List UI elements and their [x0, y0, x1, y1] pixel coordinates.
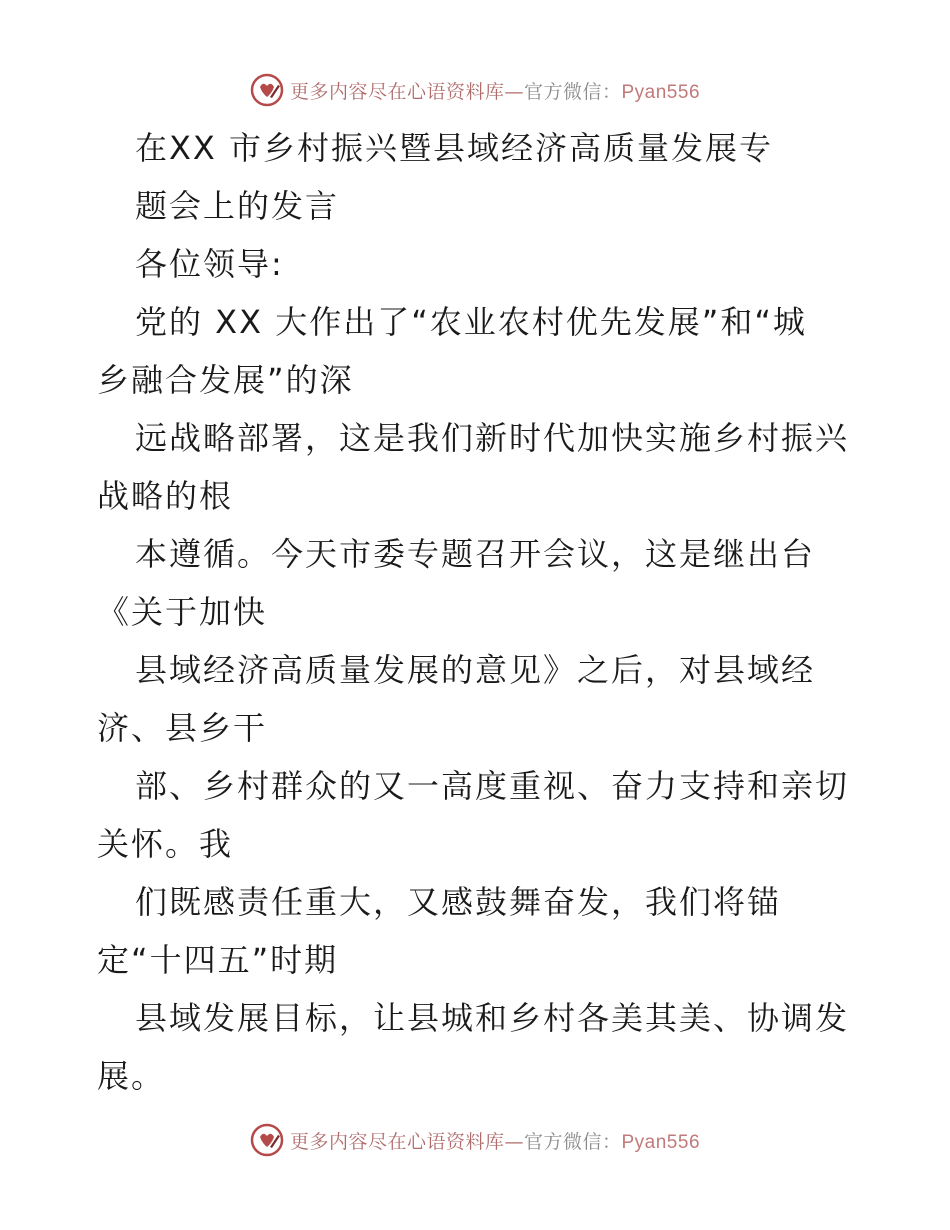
body-line: 远战略部署，这是我们新时代加快实施乡村振兴 [135, 419, 850, 457]
body-line: 部、乡村群众的又一高度重视、奋力支持和亲切 [135, 767, 850, 805]
body-line: 乡融合发展”的深 [97, 361, 354, 399]
footer-watermark [0, 1120, 950, 1160]
body-line: 济、县乡干 [97, 709, 268, 747]
watermark-separator: — [504, 80, 524, 103]
salutation: 各位领导: [135, 245, 284, 283]
body-line: 关怀。我 [97, 825, 234, 863]
wechat-label: 官方微信： [523, 80, 622, 103]
watermark-group [250, 1123, 700, 1157]
body-line: 定“十四五”时期 [97, 941, 339, 979]
title-line-2: 题会上的发言 [135, 187, 340, 225]
watermark-separator: — [504, 1130, 524, 1153]
body-line: 县域经济高质量发展的意见》之后，对县域经 [135, 651, 816, 689]
watermark-text [290, 1127, 700, 1154]
wechat-id: Pyan556 [621, 81, 701, 103]
wechat-label: 官方微信： [523, 1130, 622, 1153]
title-line-1: 在XX 市乡村振兴暨县域经济高质量发展专 [135, 129, 774, 167]
body-line: 本遵循。今天市委专题召开会议，这是继出台 [135, 535, 816, 573]
body-line: 《关于加快 [97, 593, 268, 631]
wechat-id: Pyan556 [621, 1131, 701, 1153]
body-line: 战略的根 [97, 477, 234, 515]
watermark-title: 更多内容尽在心语资料库 [289, 1130, 505, 1153]
body-line: 们既感责任重大，又感鼓舞奋发，我们将锚 [135, 883, 782, 921]
body-line: 县域发展目标，让县城和乡村各美其美、协调发 [135, 999, 850, 1037]
watermark-title: 更多内容尽在心语资料库 [289, 80, 505, 103]
body-line: 展。 [97, 1057, 166, 1095]
heart-pen-logo-icon [250, 1123, 284, 1157]
body-line: 党的 XX 大作出了“农业农村优先发展”和“城 [135, 303, 807, 341]
